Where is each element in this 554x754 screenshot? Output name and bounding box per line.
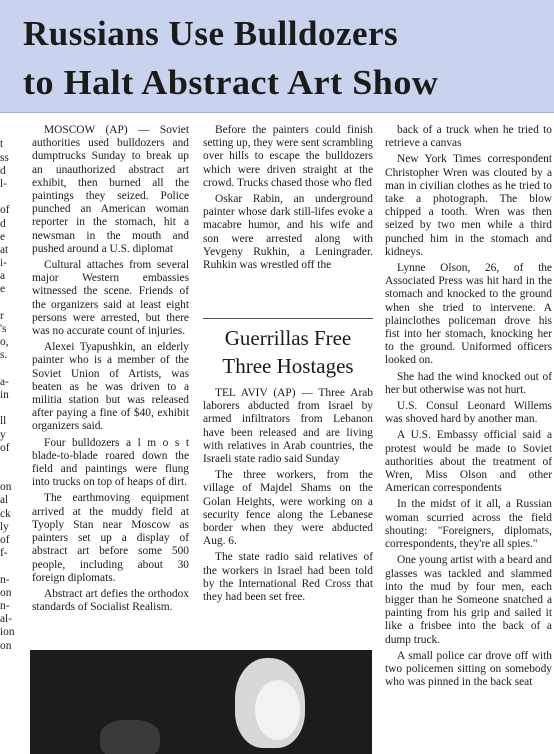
edge-fragment: o, [0, 336, 9, 349]
edge-fragment: t [0, 138, 4, 151]
paragraph: The earthmoving equipment arrived at the muddy field at Tyoply Stan near Moscow as painters set up a display of abstract art before some 500 people, including about 30 foreign diplomats. [32, 492, 189, 584]
paragraph: Abstract art defies the orthodox standards of Socialist Realism. [32, 587, 189, 614]
edge-fragment: on [0, 481, 12, 494]
edge-fragment: ll [0, 415, 7, 428]
edge-fragment: ly [0, 520, 9, 533]
edge-fragment [0, 560, 20, 573]
edge-fragment [0, 191, 20, 204]
headline-line-1: Russians Use Bulldozers [23, 14, 399, 53]
edge-fragment: ion [0, 626, 15, 639]
paragraph: Alexei Tyapushkin, an elderly painter who is a member of the Soviet Union of Artists, was beaten as he was driven to a militia station but was released after paying a fine of $40, exhibit organizers said. [32, 341, 189, 433]
subhead-line-1: Guerrillas Free [224, 326, 352, 350]
paragraph: New York Times correspondent Christopher Wren was clouted by a man in civilian clothes as he tried to take a photograph. The blow chipped a tooth. Wren was then seized by two men while a third punched him in the stomach and kidneys. [385, 153, 552, 258]
adjacent-column-fragments [0, 112, 20, 754]
edge-fragment: of [0, 534, 10, 546]
paragraph: Cultural attaches from several major Western embassies witnessed the scene. Friends of the organizers said at least eight persons were arrested, but there was no accurate count of injuries. [32, 259, 189, 338]
edge-fragment: d [0, 164, 6, 177]
paragraph: U.S. Consul Leonard Willems was shoved hard by another man. [385, 400, 552, 426]
edge-fragment: on [0, 639, 12, 652]
edge-fragment [0, 402, 20, 415]
article-column-2 [203, 124, 373, 272]
news-photo [30, 650, 372, 754]
edge-fragment: on [0, 586, 12, 599]
edge-fragment: a [0, 270, 6, 283]
paragraph: One young artist with a beard and glasses was tackled and slammed into the mud by four men, each bigger than he Someone snatched a painting from his grip and sailed it like a frisbee into the back of a dump truck. [385, 554, 552, 646]
paragraph: She had the wind knocked out of her but otherwise was not hurt. [385, 370, 552, 396]
edge-fragment: f- [0, 547, 8, 560]
paragraph: MOSCOW (AP) — Soviet authorities used bulldozers and dumptrucks Sunday to break up an unauthorized abstract art exhibit, then burned all the paintings they seized. Police punched an American woman reporter in the stomach, hit a newsman in the mouth and pushed around a U.S. diplomat [32, 124, 189, 255]
edge-fragment: al [0, 494, 9, 507]
subhead-line-2: Three Hostages [222, 354, 354, 378]
paragraph: Lynne Olson, 26, of the Associated Press was hit hard in the stomach and knocked to the ground when she tried to intervene. A plainclothes policeman drove his fist into her stomach, knocking her to the ground. Uniformed officers looked on. [385, 262, 552, 367]
paragraph: The state radio said relatives of the workers in Israel had been told by the International Red Cross that they had been set free. [203, 551, 373, 604]
edge-fragment [0, 468, 20, 481]
photo-shadow [100, 720, 160, 754]
edge-fragment [0, 297, 20, 310]
article-column-1 [32, 124, 189, 614]
edge-fragment [0, 455, 20, 468]
paragraph: Before the painters could finish setting up, they were sent scrambling over hills to escape the bulldozers which were driven straight at the crowd. Trucks chased those who fled [203, 124, 373, 189]
edge-fragment: ck [0, 507, 11, 520]
edge-fragment [0, 125, 20, 138]
paragraph: TEL AVIV (AP) — Three Arab laborers abducted from Israel by armed infiltrators from Lebanon have been released and are living with relatives in Arab countries, the Israeli state radio said Sunday [203, 387, 373, 466]
subhead [203, 324, 373, 380]
paragraph: Four bulldozers a l m o s t blade-to-blade roared down the field and paintings were flung into trucks on top of heaps of dirt. [32, 436, 189, 489]
edge-fragment: e [0, 230, 6, 243]
edge-fragment: al- [0, 613, 13, 626]
photo-face [255, 680, 300, 740]
edge-fragment: in [0, 388, 9, 401]
edge-fragment: of [0, 441, 10, 454]
headline-banner [0, 0, 554, 113]
guerrillas-article [203, 387, 373, 604]
paragraph: A U.S. Embassy official said a protest would be made to Soviet authorities about the treatment of Wren, Miss Olson and other American correspondents [385, 429, 552, 495]
paragraph: Oskar Rabin, an underground painter whose dark still-lifes evoke a macabre humor, and his wife and son were arrested along with Yevgeny Rukhin, a Leningrader. Ruhkin was wrestled off the [203, 193, 373, 272]
edge-fragment: r [0, 309, 4, 322]
edge-fragment: s. [0, 349, 8, 362]
edge-fragment: of [0, 204, 10, 217]
edge-fragment [0, 363, 20, 376]
paragraph: back of a truck when he tried to retrieve a canvas [385, 124, 552, 150]
edge-fragment: n- [0, 599, 10, 612]
edge-fragment: n- [0, 573, 10, 586]
edge-fragment: y [0, 428, 6, 441]
edge-fragment: e [0, 283, 6, 296]
edge-fragment: at [0, 243, 9, 256]
edge-fragment [0, 112, 20, 125]
article-column-3 [385, 124, 552, 689]
edge-fragment: l- [0, 177, 7, 190]
subhead-top-rule [203, 318, 373, 319]
paragraph: In the midst of it all, a Russian woman scurried across the field shouting: "Foreigners, diplomats, correspondents, they're all spies." [385, 498, 552, 551]
paragraph: The three workers, from the village of Majdel Shams on the Golan Heights, were working on a security fence along the Lebanese border when they were abducted Aug. 6. [203, 469, 373, 548]
headline-line-2: to Halt Abstract Art Show [23, 63, 439, 102]
edge-fragment: 's [0, 323, 7, 335]
edge-fragment: ss [0, 151, 9, 164]
edge-fragment: a- [0, 375, 9, 388]
edge-fragment: i- [0, 257, 7, 270]
paragraph: A small police car drove off with two policemen sitting on somebody who was pinned in the back seat [385, 649, 552, 689]
edge-fragment: d [0, 217, 6, 230]
